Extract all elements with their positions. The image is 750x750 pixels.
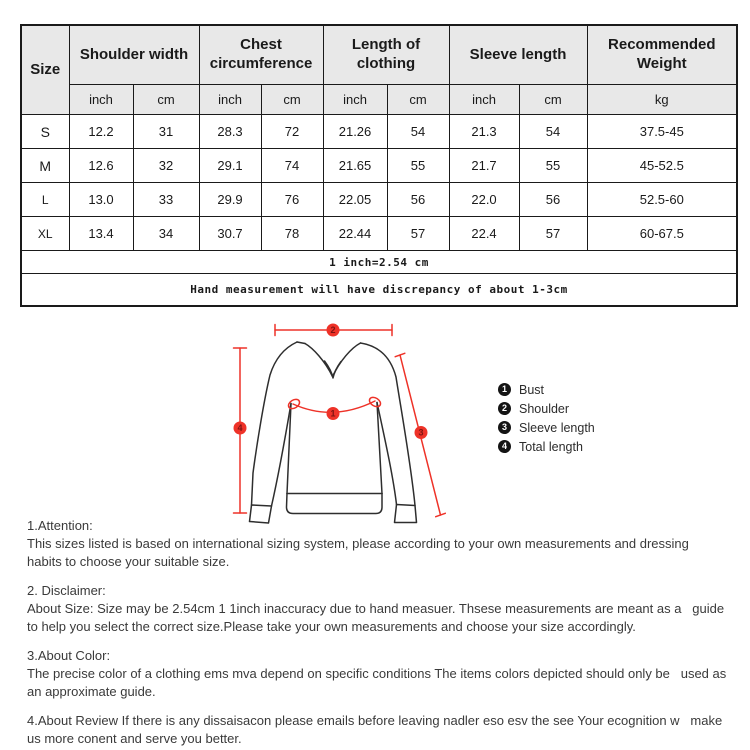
numbered-circle-icon: 1 <box>498 383 511 396</box>
value-cell: 56 <box>387 183 449 217</box>
numbered-circle-icon: 4 <box>498 440 511 453</box>
col-header-shoulder-width: Shoulder width <box>69 25 199 85</box>
measurement-markers <box>234 324 428 440</box>
col-header-size: Size <box>21 25 69 115</box>
col-header-length-of-clothing: Length of clothing <box>323 25 449 85</box>
note-body: About Size: Size may be 2.54cm 1 1inch inaccuracy due to hand measuer. Thsese measurements are meant as a guide to help you select the correct size.Please take your own measurements and choose your size accordingly. <box>27 601 728 634</box>
legend-label: Bust <box>519 382 545 397</box>
sleeve-marker-number: 3 <box>418 427 424 438</box>
unit-header: cm <box>387 85 449 115</box>
note-attention <box>27 517 733 571</box>
value-cell: 76 <box>261 183 323 217</box>
size-chart-table <box>20 24 738 307</box>
value-cell: 22.4 <box>449 217 519 251</box>
table-row-xl <box>21 217 737 251</box>
value-cell: 21.65 <box>323 149 387 183</box>
notes-section <box>27 517 733 750</box>
sweater-outline <box>250 342 417 523</box>
value-cell: 13.0 <box>69 183 133 217</box>
unit-header: cm <box>519 85 587 115</box>
inch-conversion-note: 1 inch=2.54 cm <box>21 251 737 274</box>
value-cell: 21.26 <box>323 115 387 149</box>
measurement-legend <box>498 380 595 456</box>
bust-marker-number: 1 <box>330 408 336 419</box>
total-length-marker-number: 4 <box>237 423 243 434</box>
note-heading: 2. Disclaimer: <box>27 583 106 598</box>
unit-header: inch <box>323 85 387 115</box>
value-cell: 56 <box>519 183 587 217</box>
legend-item-shoulder <box>498 399 595 418</box>
value-cell: 33 <box>133 183 199 217</box>
note-heading: 1.Attention: <box>27 518 93 533</box>
value-cell: 78 <box>261 217 323 251</box>
note-body: This sizes listed is based on international sizing system, please according to your own measurements and dressing habits to choose your suitable size. <box>27 536 700 569</box>
unit-header: inch <box>199 85 261 115</box>
shoulder-marker-number: 2 <box>330 325 336 336</box>
value-cell: 55 <box>387 149 449 183</box>
unit-header: kg <box>587 85 737 115</box>
value-cell: 57 <box>519 217 587 251</box>
unit-header: inch <box>449 85 519 115</box>
value-cell: 37.5-45 <box>587 115 737 149</box>
value-cell: 54 <box>519 115 587 149</box>
col-header-chest-circumference: Chest circumference <box>199 25 323 85</box>
note-body: The precise color of a clothing ems mva depend on specific conditions The items colors depicted should only be used as an approximate guide. <box>27 666 730 699</box>
size-cell: XL <box>21 217 69 251</box>
legend-item-total-length <box>498 437 595 456</box>
value-cell: 12.2 <box>69 115 133 149</box>
value-cell: 12.6 <box>69 149 133 183</box>
legend-item-bust <box>498 380 595 399</box>
value-cell: 30.7 <box>199 217 261 251</box>
value-cell: 22.05 <box>323 183 387 217</box>
value-cell: 32 <box>133 149 199 183</box>
unit-header: cm <box>133 85 199 115</box>
note-about-review <box>27 712 733 748</box>
table-row-l <box>21 183 737 217</box>
value-cell: 34 <box>133 217 199 251</box>
note-heading: 3.About Color: <box>27 648 111 663</box>
value-cell: 21.3 <box>449 115 519 149</box>
value-cell: 29.1 <box>199 149 261 183</box>
table-note-row <box>21 251 737 274</box>
value-cell: 21.7 <box>449 149 519 183</box>
value-cell: 57 <box>387 217 449 251</box>
value-cell: 72 <box>261 115 323 149</box>
table-row-m <box>21 149 737 183</box>
value-cell: 31 <box>133 115 199 149</box>
legend-label: Shoulder <box>519 401 570 416</box>
numbered-circle-icon: 3 <box>498 421 511 434</box>
size-cell: M <box>21 149 69 183</box>
value-cell: 74 <box>261 149 323 183</box>
legend-item-sleeve-length <box>498 418 595 437</box>
col-header-recommended-weight: Recommended Weight <box>587 25 737 85</box>
note-body: 4.About Review If there is any dissaisacon please emails before leaving nadler eso esv the see Your ecognition w make us more conent and serve you better. <box>27 713 726 746</box>
unit-header: inch <box>69 85 133 115</box>
right-armpit-loop <box>368 395 382 408</box>
value-cell: 45-52.5 <box>587 149 737 183</box>
unit-header: cm <box>261 85 323 115</box>
size-cell: L <box>21 183 69 217</box>
legend-label: Total length <box>519 439 583 454</box>
value-cell: 13.4 <box>69 217 133 251</box>
legend-label: Sleeve length <box>519 420 595 435</box>
numbered-circle-icon: 2 <box>498 402 511 415</box>
note-disclaimer <box>27 582 733 636</box>
value-cell: 54 <box>387 115 449 149</box>
value-cell: 28.3 <box>199 115 261 149</box>
value-cell: 55 <box>519 149 587 183</box>
measurement-discrepancy-note: Hand measurement will have discrepancy of about 1-3cm <box>21 274 737 307</box>
value-cell: 22.0 <box>449 183 519 217</box>
value-cell: 29.9 <box>199 183 261 217</box>
table-note-row <box>21 274 737 307</box>
size-cell: S <box>21 115 69 149</box>
table-row-s <box>21 115 737 149</box>
note-about-color <box>27 647 733 701</box>
value-cell: 60-67.5 <box>587 217 737 251</box>
value-cell: 22.44 <box>323 217 387 251</box>
sweater-measurement-diagram <box>230 315 492 530</box>
value-cell: 52.5-60 <box>587 183 737 217</box>
col-header-sleeve-length: Sleeve length <box>449 25 587 85</box>
